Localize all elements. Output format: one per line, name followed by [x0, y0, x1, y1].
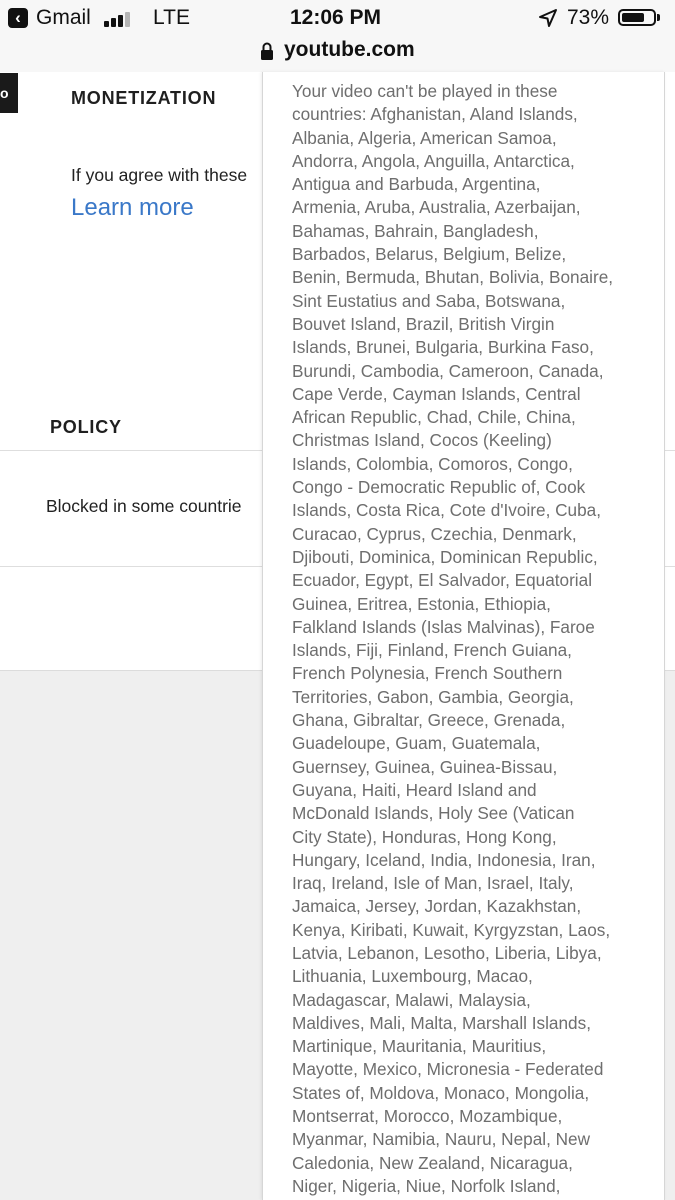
- battery-icon: [618, 9, 656, 26]
- popup-text-line: Guinea, Eritrea, Estonia, Ethiopia,: [292, 593, 551, 614]
- learn-more-link[interactable]: Learn more: [71, 194, 194, 221]
- popup-text-line: Iraq, Ireland, Isle of Man, Israel, Italy,: [292, 873, 574, 894]
- popup-text-line: Caledonia, New Zealand, Nicaragua,: [292, 1152, 573, 1173]
- popup-text-line: Ecuador, Egypt, El Salvador, Equatorial: [292, 570, 593, 591]
- popup-text-line: Guyana, Haiti, Heard Island and: [292, 779, 537, 800]
- popup-text-line: Falkland Islands (Islas Malvinas), Faroe: [292, 616, 595, 637]
- popup-text-line: Your video can't be played in these: [292, 81, 558, 101]
- status-bar: [0, 0, 675, 36]
- agree-text: If you agree with these: [71, 165, 248, 185]
- popup-text-line: Islands, Brunei, Bulgaria, Burkina Faso,: [292, 337, 594, 358]
- battery-cap: [657, 14, 660, 21]
- popup-text-line: McDonald Islands, Holy See (Vatican: [292, 803, 575, 824]
- popup-text-line: Sint Eustatius and Saba, Botswana,: [292, 290, 566, 311]
- popup-text-line: Lithuania, Luxembourg, Macao,: [292, 966, 533, 987]
- popup-text-line: Myanmar, Namibia, Nauru, Nepal, New: [292, 1129, 591, 1150]
- popup-text-line: Latvia, Lebanon, Lesotho, Liberia, Libya,: [292, 942, 602, 963]
- left-edge-tab[interactable]: o: [0, 73, 18, 113]
- popup-text-line: Kenya, Kiribati, Kuwait, Kyrgyzstan, Laos,: [292, 919, 611, 940]
- popup-text-line: Guadeloupe, Guam, Guatemala,: [292, 733, 541, 754]
- network-type: LTE: [153, 6, 190, 29]
- popup-text-line: Guernsey, Guinea, Guinea-Bissau,: [292, 756, 558, 777]
- popup-text-line: Benin, Bermuda, Bhutan, Bolivia, Bonaire,: [292, 267, 614, 288]
- popup-text-line: countries: Afghanistan, Aland Islands,: [292, 104, 578, 125]
- popup-text-line: Islands, Colombia, Comoros, Congo,: [292, 453, 573, 474]
- popup-text-line: Cape Verde, Cayman Islands, Central: [292, 383, 581, 404]
- popup-text-line: Martinique, Mauritania, Mauritius,: [292, 1036, 547, 1057]
- popup-text-line: Bahamas, Bahrain, Bangladesh,: [292, 220, 539, 241]
- popup-text-line: Christmas Island, Cocos (Keeling): [292, 430, 552, 451]
- popup-text-line: Niger, Nigeria, Niue, Norfolk Island,: [292, 1175, 561, 1196]
- blocked-countries-popup: [262, 72, 665, 1200]
- lock-icon: [259, 41, 275, 61]
- url-domain[interactable]: youtube.com: [284, 38, 415, 61]
- popup-text-line: Jamaica, Jersey, Jordan, Kazakhstan,: [292, 896, 582, 917]
- popup-text-line: Islands, Costa Rica, Cote d'Ivoire, Cuba,: [292, 500, 601, 521]
- policy-heading: POLICY: [50, 417, 122, 437]
- blocked-status-text[interactable]: Blocked in some countrie: [46, 496, 242, 516]
- back-arrow-icon[interactable]: ‹: [8, 8, 28, 28]
- popup-text-line: Antigua and Barbuda, Argentina,: [292, 174, 541, 195]
- back-to-app-label[interactable]: Gmail: [36, 6, 91, 29]
- popup-text-line: States of, Moldova, Monaco, Mongolia,: [292, 1082, 590, 1103]
- popup-text-line: Andorra, Angola, Anguilla, Antarctica,: [292, 150, 575, 171]
- popup-text-line: Curacao, Cyprus, Czechia, Denmark,: [292, 523, 577, 544]
- location-arrow-icon: [538, 8, 558, 28]
- battery-percent: 73%: [567, 6, 610, 29]
- monetization-heading: MONETIZATION: [71, 88, 217, 108]
- popup-text-line: Ghana, Gibraltar, Greece, Grenada,: [292, 710, 566, 731]
- popup-text-line: Djibouti, Dominica, Dominican Republic,: [292, 546, 598, 567]
- popup-text-line: Hungary, Iceland, India, Indonesia, Iran,: [292, 849, 596, 870]
- popup-text-line: City State), Honduras, Hong Kong,: [292, 826, 557, 847]
- battery-fill: [622, 13, 644, 22]
- popup-text-line: Mayotte, Mexico, Micronesia - Federated: [292, 1059, 604, 1080]
- signal-strength-icon: [104, 11, 140, 27]
- popup-text-line: Territories, Gabon, Gambia, Georgia,: [292, 686, 574, 707]
- popup-text-line: Bouvet Island, Brazil, British Virgin: [292, 313, 555, 334]
- popup-text-line: Maldives, Mali, Malta, Marshall Islands,: [292, 1012, 591, 1033]
- popup-text-line: Islands, Fiji, Finland, French Guiana,: [292, 640, 572, 661]
- popup-text-line: Congo - Democratic Republic of, Cook: [292, 477, 586, 498]
- popup-text-line: Armenia, Aruba, Australia, Azerbaijan,: [292, 197, 581, 218]
- popup-text-line: French Polynesia, French Southern: [292, 663, 563, 684]
- clock: 12:06 PM: [290, 6, 382, 29]
- popup-text-line: African Republic, Chad, Chile, China,: [292, 407, 576, 428]
- popup-text-line: Barbados, Belarus, Belgium, Belize,: [292, 244, 567, 265]
- popup-text-line: Montserrat, Morocco, Mozambique,: [292, 1106, 563, 1127]
- popup-text-line: Burundi, Cambodia, Cameroon, Canada,: [292, 360, 604, 381]
- popup-text-line: Albania, Algeria, American Samoa,: [292, 127, 557, 148]
- popup-text-line: Madagascar, Malawi, Malaysia,: [292, 989, 531, 1010]
- blocked-countries-text: [292, 80, 642, 1198]
- address-bar[interactable]: [0, 36, 675, 73]
